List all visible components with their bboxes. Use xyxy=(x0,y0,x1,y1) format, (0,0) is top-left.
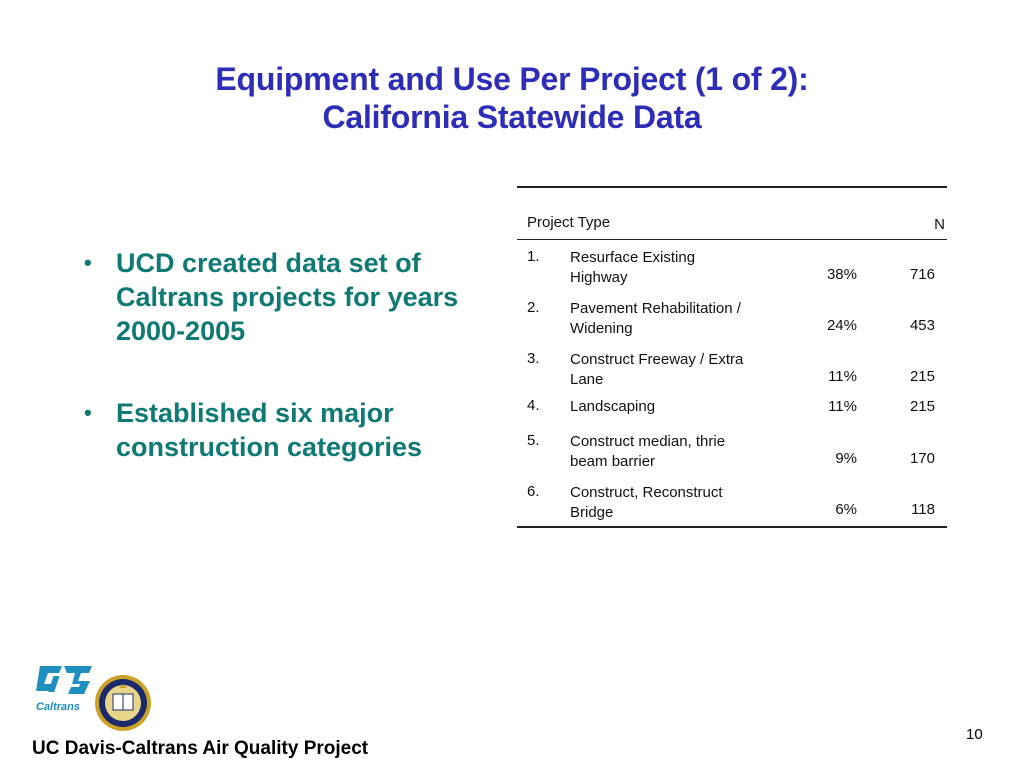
header-project-type: Project Type xyxy=(527,214,611,231)
row-n: 716 xyxy=(909,266,935,283)
row-type-line1: Landscaping xyxy=(570,398,656,415)
row-percent: 6% xyxy=(835,501,857,518)
row-type-line2: beam barrier xyxy=(570,453,656,470)
caltrans-logo-icon xyxy=(34,662,96,718)
row-type xyxy=(570,483,794,523)
bullet-item xyxy=(78,246,478,348)
table-header-row xyxy=(517,188,947,240)
page-number: 10 xyxy=(966,726,983,743)
row-n: 215 xyxy=(909,398,935,415)
row-n: 170 xyxy=(909,450,935,467)
row-type xyxy=(570,350,794,390)
svg-text:Caltrans: Caltrans xyxy=(36,701,81,713)
row-number: 4. xyxy=(527,397,540,414)
row-type xyxy=(570,248,794,288)
row-type-line2: Lane xyxy=(570,371,604,388)
table-row xyxy=(517,393,947,424)
title-line-2: California Statewide Data xyxy=(322,99,702,135)
row-number: 1. xyxy=(527,248,540,265)
row-number: 6. xyxy=(527,483,540,500)
row-type-line1: Construct median, thrie xyxy=(570,433,726,450)
row-type xyxy=(570,397,794,417)
table-row xyxy=(517,475,947,526)
title-line-1: Equipment and Use Per Project (1 of 2): xyxy=(215,61,809,97)
bullet-list xyxy=(78,246,478,512)
row-type xyxy=(570,432,794,472)
row-type xyxy=(570,299,794,339)
row-n: 453 xyxy=(909,317,935,334)
bullet-item xyxy=(78,396,478,464)
row-percent: 11% xyxy=(828,368,857,385)
table-row xyxy=(517,291,947,342)
row-number: 3. xyxy=(527,350,540,367)
row-type-line2: Highway xyxy=(570,269,628,286)
row-percent: 24% xyxy=(826,317,857,334)
row-type-line2: Widening xyxy=(570,320,633,337)
row-percent: 11% xyxy=(828,398,857,415)
row-n: 118 xyxy=(911,501,935,518)
bullet-text: UCD created data set of Caltrans projects for years 2000-2005 xyxy=(116,248,459,346)
slide-title xyxy=(0,60,1024,136)
table-row xyxy=(517,342,947,393)
row-type-line1: Resurface Existing xyxy=(570,249,696,266)
row-percent: 38% xyxy=(826,266,857,283)
bullet-text: Established six major construction categories xyxy=(116,398,423,462)
row-n: 215 xyxy=(909,368,935,385)
row-number: 2. xyxy=(527,299,540,316)
table-row xyxy=(517,424,947,475)
row-percent: 9% xyxy=(835,450,857,467)
row-type-line1: Construct, Reconstruct xyxy=(570,484,723,501)
bullet-dot-icon: • xyxy=(84,400,92,425)
footer-title: UC Davis-Caltrans Air Quality Project xyxy=(32,738,369,759)
row-number: 5. xyxy=(527,432,540,449)
row-type-line2: Bridge xyxy=(570,504,614,521)
project-type-table xyxy=(517,186,947,528)
header-n: N xyxy=(934,216,945,233)
row-type-line1: Pavement Rehabilitation / xyxy=(570,300,741,317)
bullet-dot-icon: • xyxy=(84,250,92,275)
footer-logos xyxy=(34,662,164,734)
uc-seal-icon xyxy=(94,674,152,732)
row-type-line1: Construct Freeway / Extra xyxy=(570,351,744,368)
table-row xyxy=(517,240,947,291)
